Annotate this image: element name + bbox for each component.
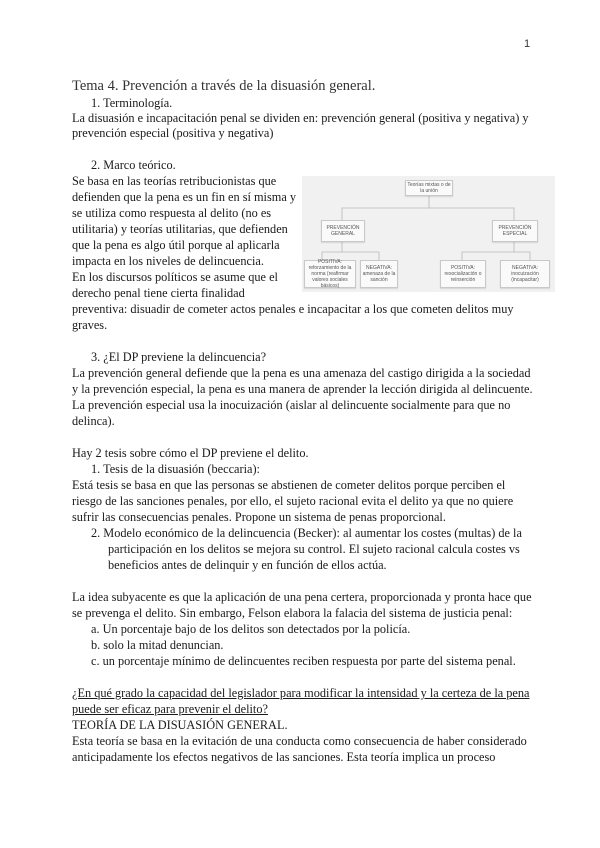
paragraph-line: y la prevención especial, la pena es una manera de aprender la lección dirigida al delincuente. <box>72 382 533 396</box>
paragraph-line: impacta en los niveles de delincuencia. <box>72 254 264 268</box>
paragraph-line: La disuasión e incapacitación penal se dividen en: prevención general (positiva y negativa) y <box>72 111 529 125</box>
question-line: ¿En qué grado la capacidad del legislador para modificar la intensidad y la certeza de la pena <box>72 686 530 700</box>
paragraph-line: La prevención especial usa la inocuización (aislar al delincuente socialmente para que no <box>72 398 511 412</box>
paragraph-line: Se basa en las teorías retribucionistas que <box>72 174 277 188</box>
paragraph-line: defienden que la pena es un fin en sí misma y <box>72 190 297 204</box>
list-item: a. Un porcentaje bajo de los delitos son detectados por la policía. <box>91 622 411 636</box>
list-item: 2. Modelo económico de la delincuencia (Becker): al aumentar los costes (multas) de la <box>91 526 522 540</box>
paragraph-line: derecho penal tiene cierta finalidad <box>72 286 245 300</box>
paragraph-line: Esta teoría se basa en la evitación de una conducta como consecuencia de haber considerado <box>72 734 527 748</box>
paragraph-line: La idea subyacente es que la aplicación de una pena certera, proporcionada y pronta hace que <box>72 590 532 604</box>
section-3-heading: 3. ¿El DP previene la delincuencia? <box>91 350 267 364</box>
paragraph-line: Hay 2 tesis sobre cómo el DP previene el delito. <box>72 446 309 460</box>
diagram-general-box: PREVENCIÓN GENERAL <box>321 220 365 242</box>
paragraph-line: En los discursos políticos se asume que el <box>72 270 278 284</box>
paragraph-line: Está tesis se basa en que las personas se abstienen de cometer delitos porque perciben el <box>72 478 506 492</box>
paragraph-line: se utiliza como respuesta al delito (no es <box>72 206 272 220</box>
section-2-heading: 2. Marco teórico. <box>91 158 176 172</box>
diagram-root-box: Teorías mixtas o de la unión <box>405 180 453 196</box>
page-number: 1 <box>524 38 531 50</box>
section-1-heading: 1. Terminología. <box>91 96 173 110</box>
diagram-general-positiva-box: POSITIVA: reforzamiento de la norma (reafirmar valores sociales básicos) <box>304 260 356 288</box>
paragraph-line: utilitaria) y teorías utilitarias, que defienden <box>72 222 288 236</box>
paragraph-line: delinca). <box>72 414 115 428</box>
paragraph-line: anticipadamente los efectos negativos de las sanciones. Esta teoría implica un proceso <box>72 750 496 764</box>
paragraph-line: participación en los delitos se mejora su control. El sujeto racional calcula costes vs <box>108 542 520 556</box>
paragraph-line: sufrir las consecuencias penales. Propone un sistema de penas proporcional. <box>72 510 446 524</box>
list-item: 1. Tesis de la disuasión (beccaria): <box>91 462 260 476</box>
page-title: Tema 4. Prevención a través de la disuasión general. <box>72 78 376 94</box>
list-item: c. un porcentaje mínimo de delincuentes reciben respuesta por parte del sistema penal. <box>91 654 516 668</box>
paragraph-line: riesgo de las sanciones penales, por ello, el sujeto racional evita el delito ya que no quiere <box>72 494 514 508</box>
paragraph-line: La prevención general defiende que la pena es una amenaza del castigo dirigida a la sociedad <box>72 366 531 380</box>
diagram-especial-positiva-box: POSITIVA: resocialización o reinserción <box>440 260 486 288</box>
paragraph-line: preventiva: disuadir de cometer actos penales e incapacitar a los que cometen delitos muy <box>72 302 514 316</box>
paragraph-line: graves. <box>72 318 108 332</box>
question-line: puede ser eficaz para prevenir el delito? <box>72 702 268 716</box>
diagram-especial-negativa-box: NEGATIVA: inocuización (incapacitar) <box>500 260 550 288</box>
paragraph-line: que la pena es algo útil porque al aplicarla <box>72 238 280 252</box>
section-heading: TEORÍA DE LA DISUASIÓN GENERAL. <box>72 718 288 732</box>
prevention-diagram <box>302 176 555 292</box>
diagram-general-negativa-box: NEGATIVA: amenaza de la sanción <box>360 260 398 288</box>
diagram-especial-box: PREVENCIÓN ESPECIAL <box>492 220 538 242</box>
paragraph-line: se prevenga el delito. Sin embargo, Felson elabora la falacia del sistema de justicia penal: <box>72 606 513 620</box>
paragraph-line: beneficios antes de delinquir y en función de ellos actúa. <box>108 558 387 572</box>
list-item: b. solo la mitad denuncian. <box>91 638 224 652</box>
paragraph-line: prevención especial (positiva y negativa) <box>72 126 274 140</box>
